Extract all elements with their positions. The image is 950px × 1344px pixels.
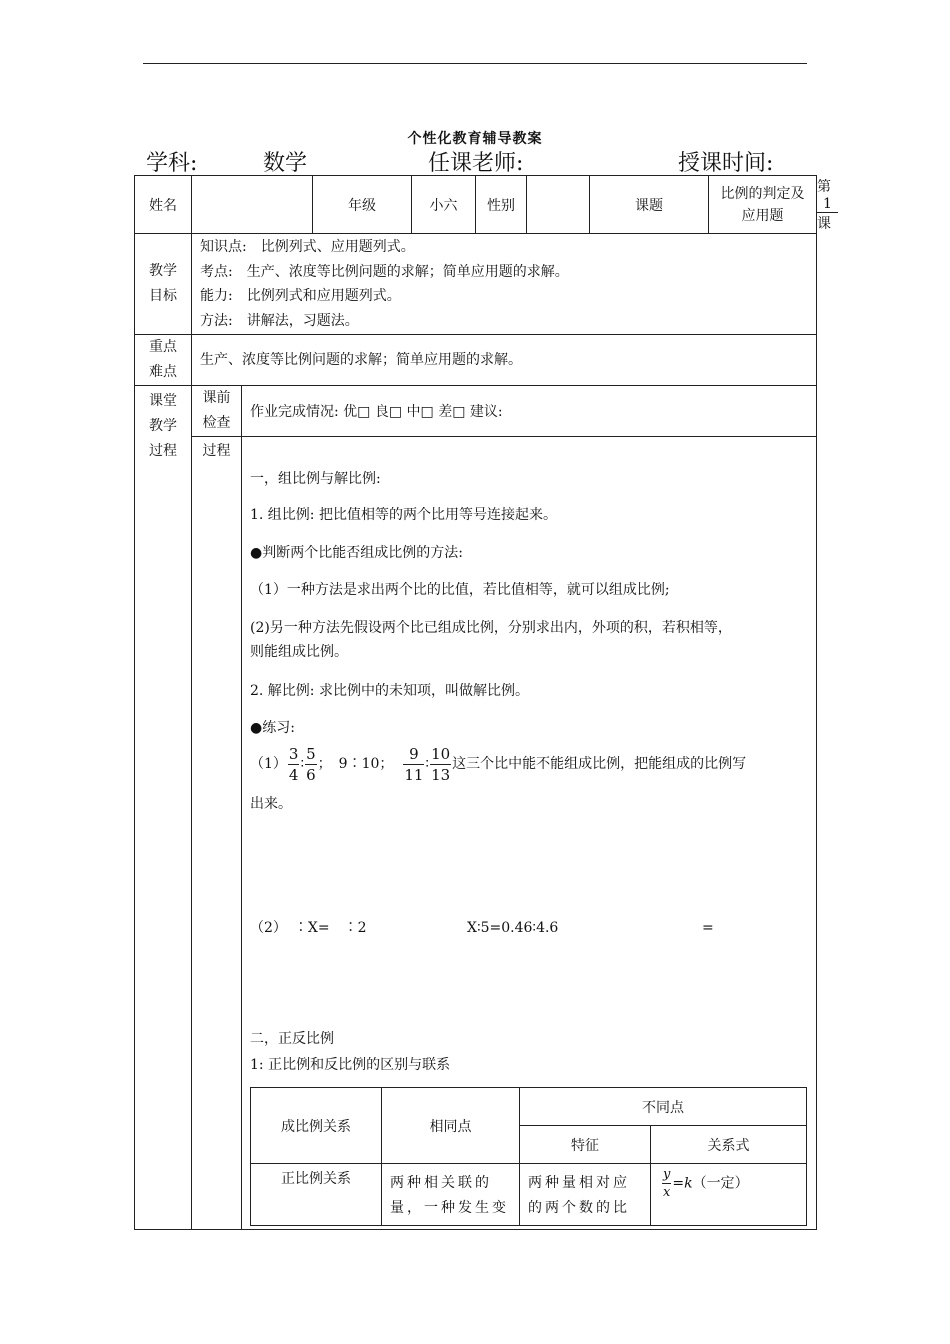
row1-feature-line1: 两种量相对应: [528, 1175, 630, 1191]
gender-label: 性别: [476, 176, 527, 234]
fraction-denominator: 13: [431, 765, 451, 784]
topic-value-line2: 应用题: [741, 207, 784, 224]
objectives-row: [135, 234, 817, 335]
lesson-suffix: 课: [817, 216, 831, 232]
fraction-numerator: 3: [288, 744, 299, 763]
process-label-line1: 课堂: [149, 393, 177, 409]
col-formula-header: 关系式: [651, 1126, 807, 1164]
document-title: 个性化教育辅导教案: [407, 131, 543, 147]
process-content: [242, 437, 817, 1230]
fraction-denominator: 6: [306, 765, 316, 784]
col-diff-header: 不同点: [520, 1088, 807, 1126]
exercise2-part-c: =: [702, 920, 714, 936]
fraction-10-13: [430, 744, 451, 785]
exercise1-line1: [250, 742, 810, 786]
exercise1-separator: ； 9∶10；: [317, 756, 394, 772]
section1-bullet: ●判断两个比能否组成比例的方法:: [250, 545, 463, 561]
col-relation-header: 成比例关系: [251, 1088, 382, 1164]
exercise1-line2: 出来。: [250, 796, 292, 812]
objectives-label: [135, 234, 192, 335]
section2-subtitle: 1: 正比例和反比例的区别与联系: [250, 1057, 451, 1073]
fraction-9-11: [403, 744, 424, 785]
section1-method1: （1）一种方法是求出两个比的比值，若比值相等，就可以组成比例;: [250, 582, 670, 598]
name-value: [192, 176, 313, 234]
topic-value: [709, 176, 817, 234]
key-points-label-line2: 难点: [149, 364, 177, 380]
section2-title: 二，正反比例: [250, 1031, 334, 1047]
objectives-content: [192, 234, 817, 335]
row1-relation: 正比例关系: [251, 1164, 382, 1226]
header-rule: [143, 63, 807, 64]
exercise2-part-b: X∶5=0.46∶4.6: [467, 920, 559, 936]
objective-exam: 考点: 生产、浓度等比例问题的求解；简单应用题的求解。: [200, 263, 569, 280]
process-sub-label: 过程: [192, 437, 242, 1230]
subject-value: 数学: [263, 151, 308, 176]
objective-knowledge: 知识点: 比例列式、应用题列式。: [200, 239, 415, 255]
key-points-label-line1: 重点: [149, 339, 177, 355]
col-same-header: 相同点: [382, 1088, 520, 1164]
section1-title: 一，组比例与解比例:: [250, 471, 381, 487]
lesson-prefix: 第: [817, 179, 831, 195]
objectives-label-line1: 教学: [149, 263, 177, 279]
lesson-plan-table: [134, 175, 832, 1230]
precheck-label-line1: 课前: [202, 390, 231, 406]
topic-label: 课题: [590, 176, 709, 234]
row1-feature-line2: 的两个数的比: [528, 1200, 630, 1216]
formula-y-over-x: [662, 1166, 671, 1201]
practice-label: ●练习:: [250, 720, 295, 736]
ratio-colon: ∶: [300, 756, 305, 772]
precheck-label: [192, 386, 242, 437]
key-points-label: [135, 335, 192, 386]
exercise1-prefix: （1）: [250, 756, 287, 772]
fraction-numerator: 10: [431, 744, 451, 763]
formula-note: （一定）: [692, 1175, 749, 1192]
grade-value: 小六: [412, 176, 476, 234]
topic-value-line1: 比例的判定及: [720, 185, 805, 202]
fraction-numerator: 9: [403, 744, 424, 765]
precheck-row: [135, 386, 817, 437]
key-points-text: 生产、浓度等比例问题的求解；简单应用题的求解。: [192, 335, 817, 386]
row1-formula: [651, 1164, 807, 1226]
precheck-text: 作业完成情况: 优□ 良□ 中□ 差□ 建议:: [242, 386, 817, 437]
row1-same: [382, 1164, 520, 1226]
ratio-colon: ∶: [425, 756, 430, 772]
gender-value: [527, 176, 590, 234]
col-feature-header: 特征: [520, 1126, 651, 1164]
process-row: [135, 437, 817, 1230]
fraction-denominator: 11: [404, 765, 424, 784]
objectives-label-line2: 目标: [149, 288, 177, 304]
teacher-label: 任课老师:: [428, 151, 524, 176]
exercise2-part-a: （2） ∶X= ∶2: [250, 920, 367, 936]
formula-numerator: y: [663, 1167, 671, 1182]
section1-item1: 1. 组比例: 把比值相等的两个比用等号连接起来。: [250, 507, 557, 523]
key-points-row: [135, 335, 817, 386]
row1-same-line1: 两种相关联的: [390, 1175, 492, 1191]
name-label: 姓名: [135, 176, 192, 234]
info-row: [135, 176, 817, 234]
objective-ability: 能力: 比例列式和应用题列式。: [200, 288, 401, 304]
fraction-3-4: [288, 744, 300, 785]
precheck-label-line2: 检查: [202, 415, 231, 431]
row1-same-line2: 量，一种发生变: [390, 1200, 509, 1216]
objective-method: 方法: 讲解法，习题法。: [200, 312, 359, 329]
lesson-number: 1: [817, 196, 838, 213]
process-label: [135, 386, 192, 1230]
proportion-comparison-table: [250, 1087, 807, 1226]
formula-constant: =k: [672, 1175, 693, 1192]
comparison-header-row: [251, 1088, 807, 1126]
section1-item2: 2. 解比例: 求比例中的未知项，叫做解比例。: [250, 683, 529, 699]
process-label-line3: 过程: [149, 443, 177, 459]
grade-label: 年级: [313, 176, 412, 234]
section1-method2-line1: (2)另一种方法先假设两个比已组成比例，分别求出内，外项的积，若积相等，: [250, 620, 732, 636]
subject-label: 学科:: [146, 151, 198, 176]
time-label: 授课时间:: [678, 151, 774, 176]
fraction-5-6: [305, 744, 317, 785]
process-label-line2: 教学: [149, 418, 177, 434]
fraction-numerator: 5: [306, 744, 316, 763]
direct-proportion-row: [251, 1164, 807, 1226]
section1-method2-line2: 则能组成比例。: [250, 644, 348, 660]
row1-feature: [520, 1164, 651, 1226]
exercise1-text: 这三个比中能不能组成比例，把能组成的比例写: [452, 756, 747, 772]
formula-denominator: x: [663, 1185, 671, 1200]
fraction-denominator: 4: [288, 765, 299, 784]
